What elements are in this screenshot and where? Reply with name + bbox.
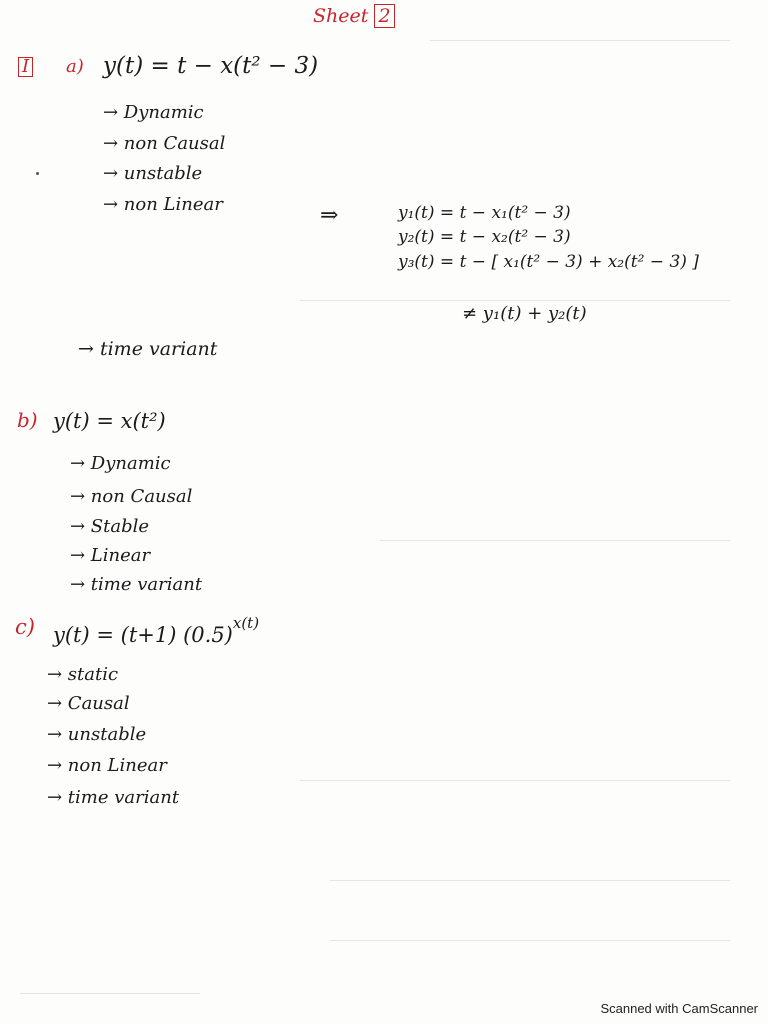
- sheet-label: Sheet: [313, 5, 369, 27]
- item-c-property: → time variant: [47, 787, 180, 808]
- item-a-equation: y(t) = t − x(t² − 3): [103, 53, 319, 79]
- item-a-label: a): [66, 56, 84, 77]
- stray-dot: [36, 172, 39, 175]
- proof-conclusion: ≠ y₁(t) + y₂(t): [462, 303, 587, 324]
- proof-line: y₁(t) = t − x₁(t² − 3): [398, 203, 571, 223]
- sheet-number: 2: [374, 4, 394, 28]
- implies-arrow: ⇒: [320, 203, 339, 228]
- part-marker: I: [18, 57, 33, 77]
- item-b-property: → time variant: [70, 574, 203, 595]
- item-c-equation-base: y(t) = (t+1) (0.5): [53, 623, 233, 647]
- item-a-property: → Dynamic: [103, 102, 204, 123]
- item-b-label: b): [17, 408, 38, 432]
- item-b-property: → Stable: [70, 516, 150, 537]
- item-c-property: → static: [47, 664, 119, 685]
- item-c-property: → unstable: [47, 724, 147, 745]
- item-a-property: → non Causal: [103, 133, 226, 154]
- item-c-exponent: x(t): [232, 614, 260, 632]
- item-a-property: → unstable: [103, 163, 203, 184]
- proof-line: y₂(t) = t − x₂(t² − 3): [398, 227, 571, 247]
- item-b-property: → non Causal: [70, 486, 193, 507]
- item-c-property: → non Linear: [47, 755, 167, 776]
- item-b-property: → Linear: [70, 545, 151, 566]
- item-c-label: c): [15, 615, 35, 639]
- item-c-equation: [53, 614, 260, 647]
- sheet-title: [313, 7, 395, 26]
- item-a-time-property: → time variant: [78, 338, 218, 360]
- scanner-watermark: Scanned with CamScanner: [600, 1001, 758, 1016]
- item-a-property: → non Linear: [103, 194, 223, 215]
- proof-line: y₃(t) = t − [ x₁(t² − 3) + x₂(t² − 3) ]: [398, 252, 699, 272]
- item-c-property: → Causal: [47, 693, 130, 714]
- item-b-equation: y(t) = x(t²): [53, 409, 166, 433]
- item-b-property: → Dynamic: [70, 453, 171, 474]
